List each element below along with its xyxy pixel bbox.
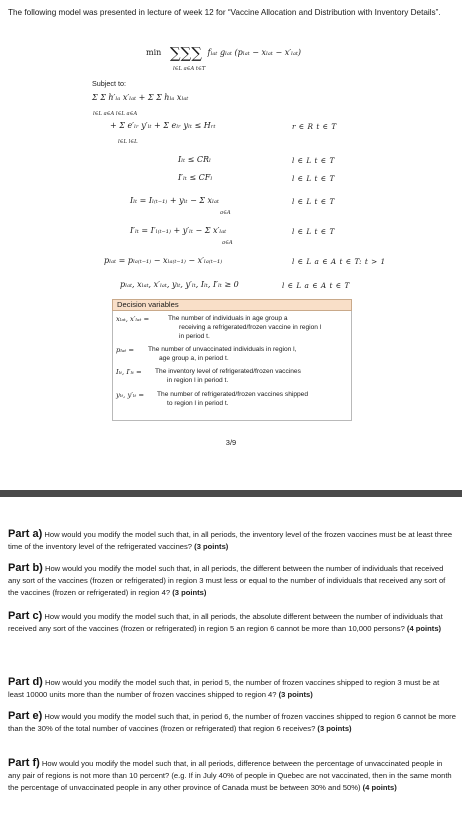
part-e-text: How would you modify the model such that, in period 6, the number of frozen vaccines shipped to region 6 cannot be more than the 30% of the total number of vaccines (frozen or refrigerated) that region 6 receives?	[8, 712, 456, 733]
part-e-points: (3 points)	[317, 724, 352, 733]
constraint-capacity-line2-indices: l∈L l∈L	[118, 139, 138, 145]
constraint-frozen-inventory-indices: a∈A	[222, 240, 233, 246]
dv-p-desc1: The number of unvaccinated individuals in region l,	[148, 346, 297, 353]
part-a-label: Part a)	[8, 528, 43, 540]
constraint-capacity-line1: Σ Σ h′ₗₐ x′ₗₐₜ + Σ Σ hₗₐ xₗₐₜ	[92, 93, 189, 102]
part-a-points: (3 points)	[194, 542, 229, 551]
min-keyword: min	[146, 48, 162, 57]
question-part-f	[8, 757, 456, 794]
decision-variables-box	[112, 311, 352, 421]
part-c-text: How would you modify the model such that, in all periods, the absolute different between the number of individuals that received any sort of the vaccines (frozen or refrigerated) in region 5 an region 6 cannot be more than 10,000 persons?	[8, 612, 443, 633]
constraint-unvaccinated-domain: l ∈ L a ∈ A t ∈ T: t > 1	[292, 257, 386, 266]
constraint-frozen-inventory: I′ₗₜ = I′ₗ₍ₜ₋₁₎ + y′ₗₜ − Σ x′ₗₐₜ	[130, 226, 227, 235]
dv-inventory-desc2: in region l in period t.	[167, 377, 229, 384]
page-divider-bar	[0, 490, 462, 497]
dv-shipped-desc2: to region l in period t.	[167, 400, 229, 407]
objective-term: fₗₐₜ gₗₐₜ (pₗₐₜ − xₗₐₜ − x′ₗₐₜ)	[207, 48, 302, 57]
dv-inventory-var: Iₗₜ, I′ₗₜ =	[116, 368, 142, 376]
question-part-b	[8, 562, 456, 599]
constraint-capacity-domain: r ∈ R t ∈ T	[292, 122, 337, 131]
question-part-d	[8, 676, 456, 701]
constraint-refrig-inventory-indices: a∈A	[220, 210, 231, 216]
part-b-text: How would you modify the model such that, in all periods, the different between the number of individuals that received any sort of the vaccines (frozen or refrigerated) in region 3 must less or equal to the number of individuals that received any sort of the vaccines (frozen or refrigerated) in region 4?	[8, 564, 446, 597]
dv-x-var: xₗₐₜ, x′ₗₐₜ =	[116, 315, 150, 323]
constraint-refrig-inventory-domain: l ∈ L t ∈ T	[292, 197, 335, 206]
question-part-e	[8, 710, 456, 735]
dv-x-desc3: in period t.	[179, 333, 210, 340]
part-d-points: (3 points)	[278, 690, 313, 699]
constraint-capacity-line1-indices: l∈L a∈A l∈L a∈A	[93, 111, 138, 117]
objective-row	[146, 46, 301, 60]
dv-x-desc1: The number of individuals in age group a	[168, 315, 288, 322]
constraint-frozen-inventory-domain: l ∈ L t ∈ T	[292, 227, 335, 236]
constraint-capacity-line2: + Σ e′ₗᵣ y′ₗₜ + Σ eₗᵣ yₗₜ ≤ Hᵣₜ	[110, 121, 216, 130]
part-d-text: How would you modify the model such that, in period 5, the number of frozen vaccines shipped to region 3 must be at least 10000 units more than the number of frozen vaccines shipped to region 4?	[8, 678, 440, 699]
decision-variables-title: Decision variables	[112, 299, 352, 311]
part-c-points: (4 points)	[406, 624, 442, 633]
question-part-c	[8, 610, 456, 635]
subject-to-label: Subject to:	[92, 79, 126, 88]
dv-shipped-var: yₗₜ, y′ₗₜ =	[116, 391, 145, 399]
intro-text: The following model was presented in lecture of week 12 for “Vaccine Allocation and Distribution with Inventory Details”.	[8, 8, 441, 17]
constraint-refrig-inventory: Iₗₜ = Iₗ₍ₜ₋₁₎ + yₗₜ − Σ xₗₐₜ	[130, 196, 219, 205]
part-d-label: Part d)	[8, 676, 43, 688]
part-f-points: (4 points)	[362, 783, 397, 792]
constraint-nonnegativity: pₗₐₜ, xₗₐₜ, x′ₗₐₜ, yₗₜ, y′ₗₜ, Iₗₜ, I′ₗₜ ≥ 0	[120, 280, 239, 289]
dv-inventory-desc1: The inventory level of refrigerated/frozen vaccines	[155, 368, 301, 375]
page-number: 3/9	[225, 438, 237, 447]
constraint-unvaccinated-balance: pₗₐₜ = pₗₐ₍ₜ₋₁₎ − xₗₐ₍ₜ₋₁₎ − x′ₗₐ₍ₜ₋₁₎	[104, 256, 223, 265]
question-part-a	[8, 528, 456, 553]
part-e-label: Part e)	[8, 710, 43, 722]
objective-sum-indices: l∈L a∈A t∈T	[173, 66, 206, 72]
constraint-nonnegativity-domain: l ∈ L a ∈ A t ∈ T	[282, 281, 350, 290]
dv-x-desc2: receiving a refrigerated/frozen vaccine in region l	[179, 324, 322, 331]
constraint-refrig-capacity: Iₗₜ ≤ CRₗ	[178, 155, 211, 164]
part-c-label: Part c)	[8, 610, 43, 622]
part-b-points: (3 points)	[172, 588, 207, 597]
dv-p-var: pₗₐₜ =	[116, 346, 135, 354]
part-f-label: Part f)	[8, 757, 40, 769]
constraint-frozen-capacity: I′ₗₜ ≤ CFₗ	[178, 173, 213, 182]
constraint-frozen-capacity-domain: l ∈ L t ∈ T	[292, 174, 335, 183]
dv-shipped-desc1: The number of refrigerated/frozen vaccines shipped	[157, 391, 309, 398]
dv-p-desc2: age group a, in period t.	[159, 355, 229, 362]
part-a-text: How would you modify the model such that, in all periods, the inventory level of the frozen vaccines must be at least three time of the inventory level of the refrigerated vaccines?	[8, 530, 453, 551]
sum-symbol: ∑∑∑	[169, 44, 202, 62]
part-f-text: How would you modify the model such that, in all periods, difference between the percentage of unvaccinated people in any pair of regions is not more than 10 percent? (e.g. If in July 40% of people in Quebec are not vaccinated, then in the same month the percentage of unvaccinated people in any other province of Canada must be between 30% and 50%)	[8, 759, 452, 792]
constraint-refrig-capacity-domain: l ∈ L t ∈ T	[292, 156, 335, 165]
part-b-label: Part b)	[8, 562, 43, 574]
